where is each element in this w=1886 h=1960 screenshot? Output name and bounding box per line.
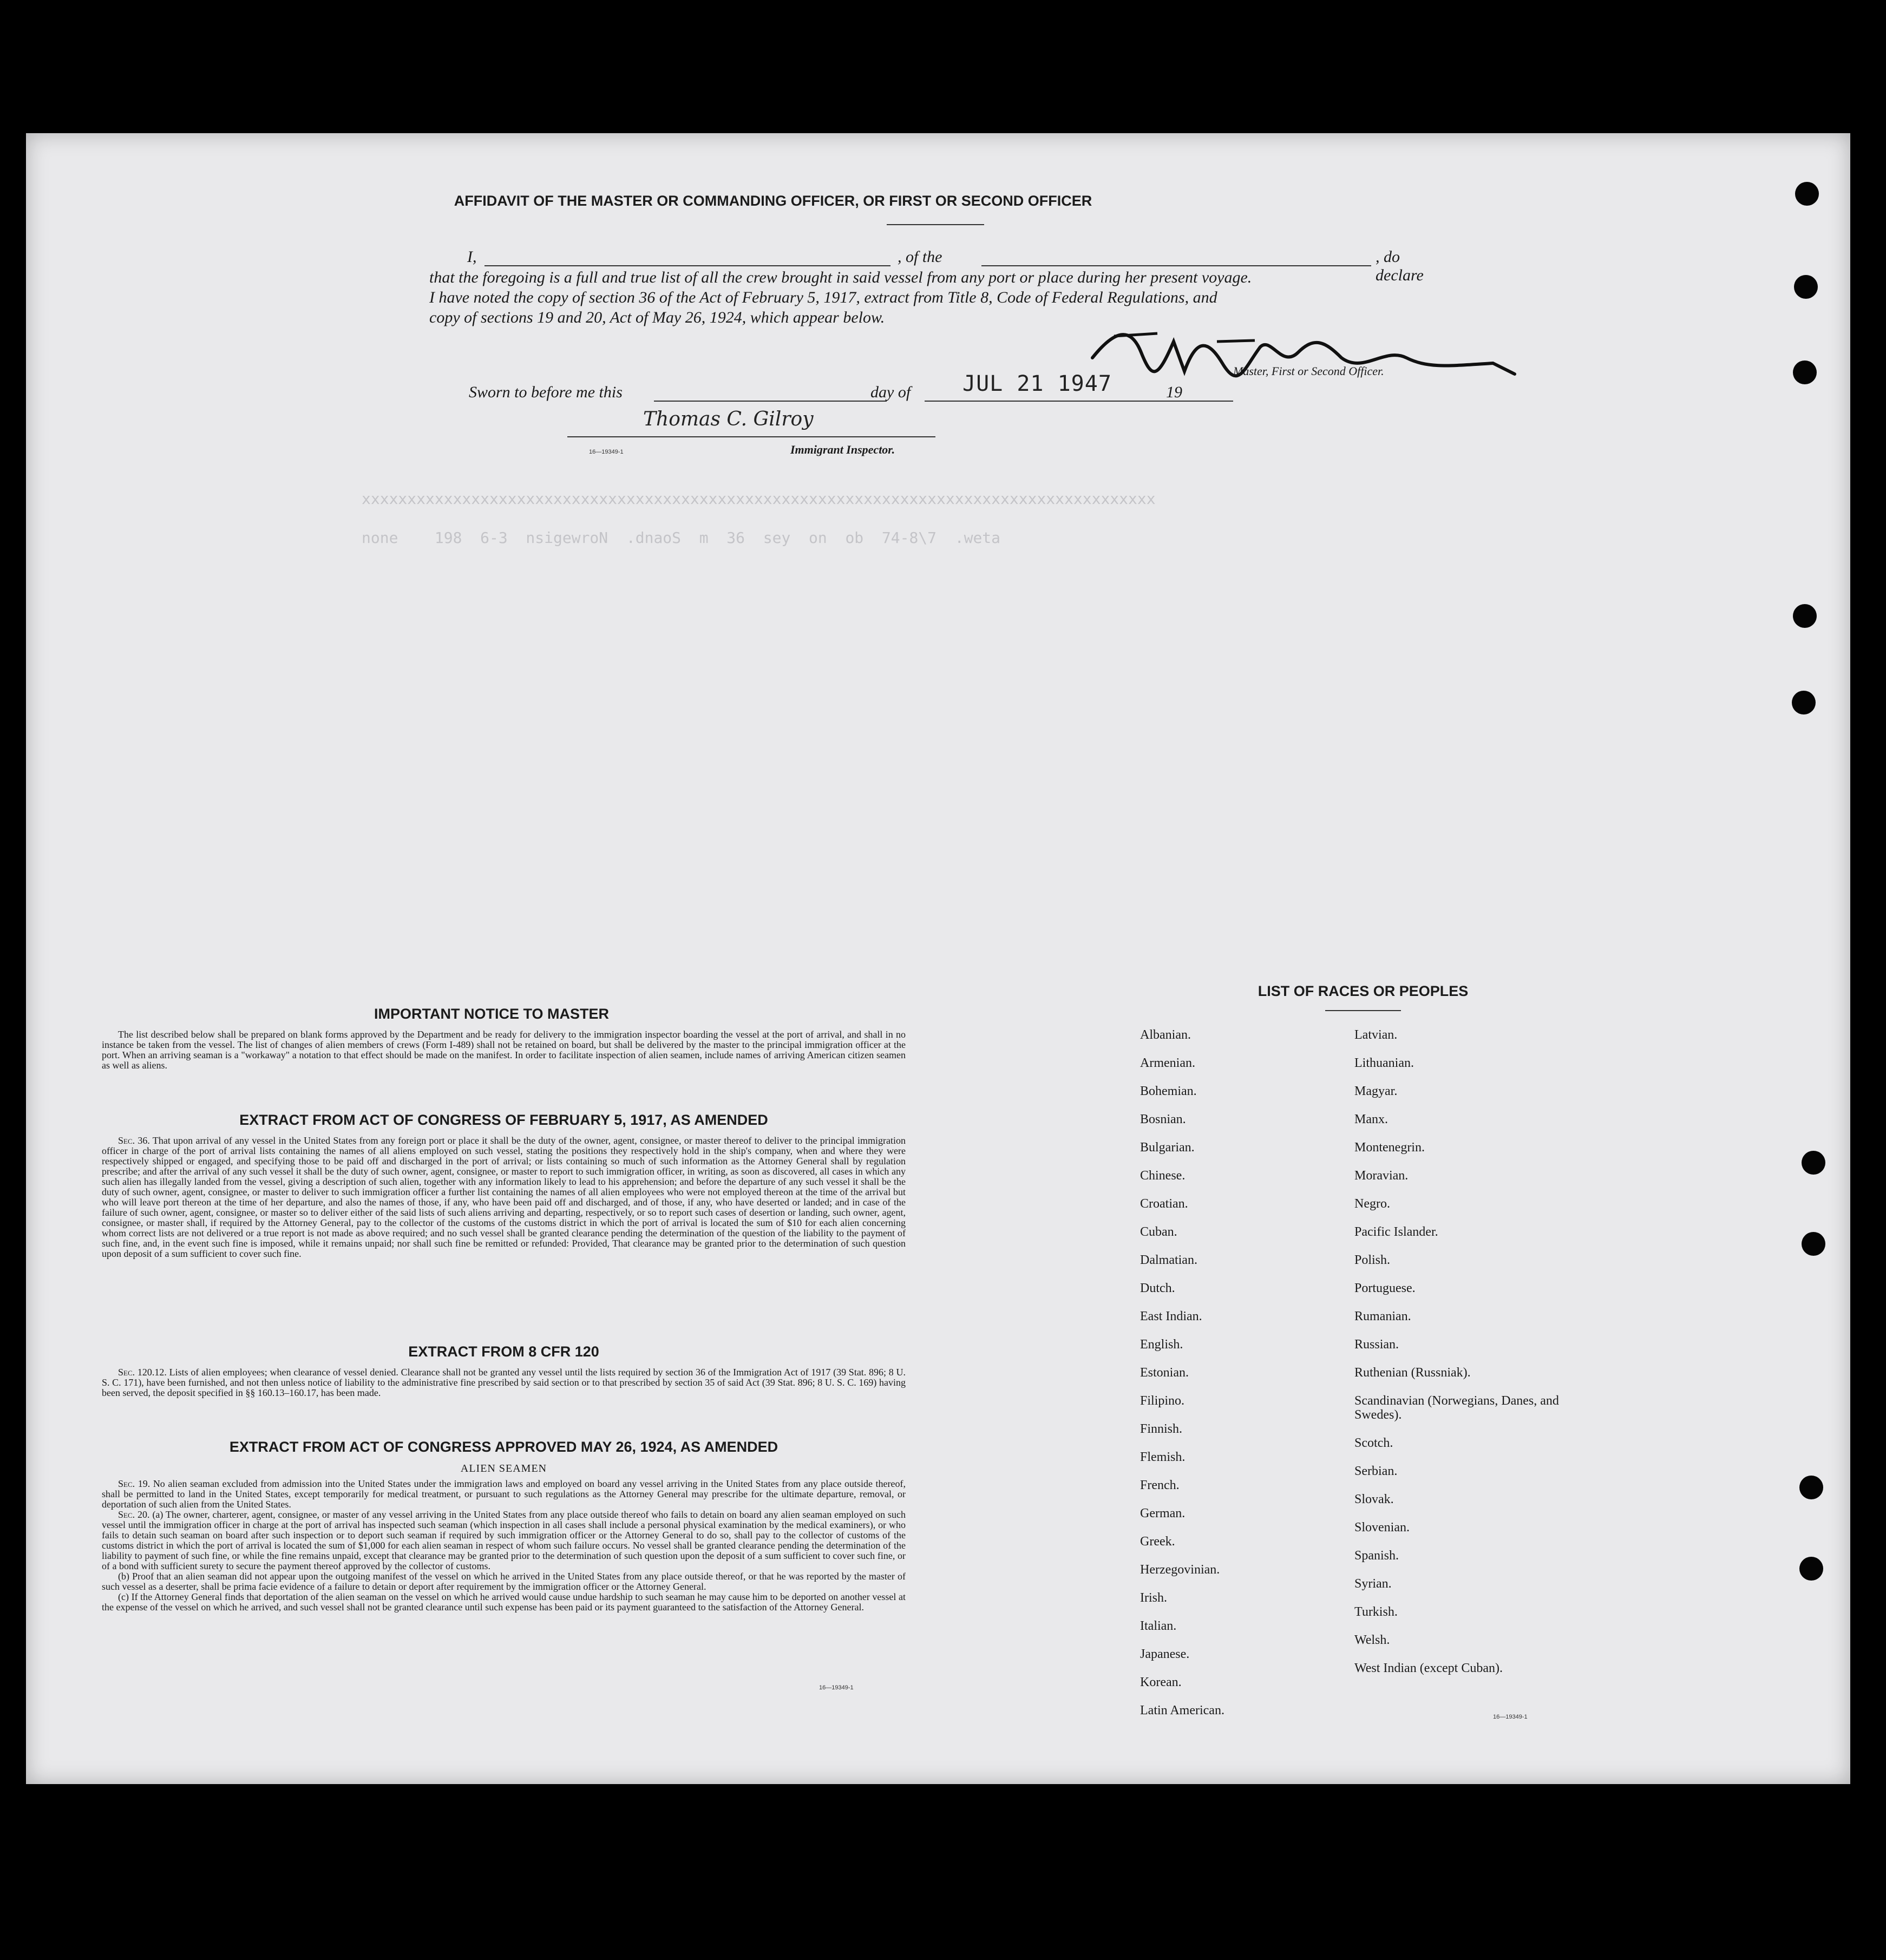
race-item: Latin American.: [1140, 1703, 1224, 1718]
sworn-text: Sworn to before me this: [469, 383, 623, 401]
punch-hole: [1795, 182, 1819, 206]
race-item: Finnish.: [1140, 1422, 1183, 1436]
race-item: French.: [1140, 1478, 1180, 1492]
race-item: German.: [1140, 1506, 1186, 1520]
notice-text: [102, 1030, 906, 1071]
section-label: Sec. 36.: [118, 1135, 150, 1146]
race-item: Herzegovinian.: [1140, 1563, 1220, 1577]
punch-hole: [1794, 275, 1818, 299]
race-item: English.: [1140, 1338, 1183, 1352]
day-blank[interactable]: [654, 401, 887, 402]
section-120-text: Lists of alien employees; when clearance of vessel denied. Clearance shall not be granted any vessel until the lists required by section 36 of the Immigration Act of 1917 (39 Stat. 896; 8 U. S. C. 171), have been furnished, and not then unless notice of liability to the administrative fine prescribed by said section or to that prescribed by section 35 of said Act (39 Stat. 896; 8 U. S. C. 169) having been served, the deposit specified in §§ 160.13–160.17, has been made.: [102, 1367, 906, 1398]
punch-hole: [1792, 691, 1816, 714]
race-item: Russian.: [1354, 1338, 1399, 1352]
affidavit-line-2: that the foregoing is a full and true list of all the crew brought in said vessel from any port or place during her present voyage.: [429, 268, 1252, 286]
race-item: Bohemian.: [1140, 1084, 1197, 1098]
affidavit-declare: , do declare: [1376, 248, 1424, 284]
document-sheet: [26, 133, 1850, 1784]
punch-hole: [1793, 604, 1817, 628]
bleed-through-text: xxxxxxxxxxxxxxxxxxxxxxxxxxxxxxxxxxxxxxxxxxxxxxxxxxxxxxxxxxxxxxxxxxxxxxxxxxxxxxxxxxxxxxx none 198 6-3 nsigewroN .dnaoS m 36 sey on ob 74-8\7 .weta: [362, 490, 1156, 547]
race-item: Italian.: [1140, 1619, 1177, 1633]
punch-hole: [1802, 1232, 1825, 1256]
race-item: Syrian.: [1354, 1577, 1392, 1591]
race-item: Rumanian.: [1354, 1309, 1411, 1323]
affidavit-of-the: , of the: [898, 248, 942, 266]
race-item: Negro.: [1354, 1197, 1390, 1211]
section-19-text: No alien seaman excluded from admission into the United States under the immigration laws and employed on board any vessel arriving in the United States from any place outside thereof, shall be permitted to land in the United States, except temporarily for medical treatment, or pursuant to such regulations as the Attorney General may prescribe for the ultimate departure, removal, or deportation of such alien from the United States.: [102, 1478, 906, 1510]
section-label: Sec. 19.: [118, 1478, 150, 1489]
alien-seamen-subtitle: ALIEN SEAMEN: [460, 1463, 547, 1474]
race-item: Spanish.: [1354, 1549, 1399, 1563]
race-item: Montenegrin.: [1354, 1140, 1425, 1155]
race-item: Cuban.: [1140, 1225, 1177, 1239]
inspector-caption: Immigrant Inspector.: [790, 443, 895, 456]
race-item: Latvian.: [1354, 1028, 1398, 1042]
race-item: Korean.: [1140, 1675, 1182, 1689]
races-column-1: [1140, 1021, 1346, 1725]
race-item: Lithuanian.: [1354, 1056, 1414, 1070]
race-item: Scotch.: [1354, 1436, 1393, 1450]
race-item: Bosnian.: [1140, 1112, 1186, 1126]
extract-1917-text: [102, 1136, 906, 1259]
race-item: Irish.: [1140, 1591, 1167, 1605]
race-item: East Indian.: [1140, 1309, 1202, 1323]
form-number: 16—19349-1: [819, 1684, 854, 1691]
day-of-text: day of: [870, 383, 911, 401]
section-label: Sec. 20.: [118, 1509, 150, 1520]
race-item: Polish.: [1354, 1253, 1391, 1267]
master-caption: Master, First or Second Officer.: [1233, 364, 1384, 378]
race-item: Welsh.: [1354, 1633, 1390, 1647]
race-item: Bulgarian.: [1140, 1140, 1195, 1155]
race-item: Flemish.: [1140, 1450, 1186, 1464]
race-item: Albanian.: [1140, 1028, 1191, 1042]
race-item: Dutch.: [1140, 1281, 1175, 1295]
race-item: Scandinavian (Norwegians, Danes, and Swedes).: [1354, 1394, 1559, 1422]
race-item: Ruthenian (Russniak).: [1354, 1366, 1471, 1380]
race-item: Moravian.: [1354, 1169, 1409, 1183]
races-column-2: [1354, 1021, 1582, 1682]
extract-cfr-text: [102, 1367, 906, 1398]
affidavit-line-3: I have noted the copy of section 36 of the Act of February 5, 1917, extract from Title 8, Code of Federal Regulations, and: [429, 289, 1217, 306]
extract-1917-title: EXTRACT FROM ACT OF CONGRESS OF FEBRUARY 5, 1917, AS AMENDED: [239, 1112, 768, 1128]
title-underline: [887, 224, 984, 225]
form-number: 16—19349-1: [1493, 1714, 1528, 1720]
race-item: Greek.: [1140, 1535, 1175, 1549]
extract-1924-title: EXTRACT FROM ACT OF CONGRESS APPROVED MAY 26, 1924, AS AMENDED: [229, 1439, 778, 1455]
race-item: Dalmatian.: [1140, 1253, 1197, 1267]
extract-1924-text: [102, 1479, 906, 1612]
inspector-line: [567, 436, 935, 437]
form-number: 16—19349-1: [589, 449, 624, 455]
punch-hole: [1793, 360, 1817, 384]
race-item: Japanese.: [1140, 1647, 1190, 1661]
punch-hole: [1802, 1151, 1825, 1175]
extract-cfr-title: EXTRACT FROM 8 CFR 120: [408, 1343, 599, 1360]
notice-paragraph: The list described below shall be prepared on blank forms approved by the Department and be ready for delivery to the immigration inspector boarding the vessel at the port of arrival, and shall in no instance be taken from the vessel. The list of changes of alien members of crews (Form I-489) shall not be retained on board, but shall be delivered by the master to the principal immigration officer at the port. When an arriving seaman is a "workaway" a notation to that effect should be made on the manifest. In order to facilitate inspection of alien seamen, include names of arriving American citizen seamen as well as aliens.: [102, 1029, 906, 1071]
notice-title: IMPORTANT NOTICE TO MASTER: [374, 1006, 609, 1022]
affidavit-i: I,: [467, 248, 477, 266]
race-item: Filipino.: [1140, 1394, 1185, 1408]
inspector-signature: Thomas C. Gilroy: [643, 408, 814, 430]
race-item: Slovak.: [1354, 1492, 1394, 1506]
race-item: Chinese.: [1140, 1169, 1186, 1183]
punch-hole: [1799, 1557, 1823, 1581]
section-20b-text: (b) Proof that an alien seaman did not appear upon the outgoing manifest of the vessel on which he arrived in the United States from any place outside thereof, or that he was reported by the master of such vessel as a deserter, shall be prima facie evidence of a failure to detain or deport after requirement by the immigration officer or the Attorney General.: [102, 1571, 906, 1592]
year-prefix: 19: [1166, 383, 1182, 401]
month-blank[interactable]: [925, 401, 1233, 402]
race-item: Pacific Islander.: [1354, 1225, 1438, 1239]
affidavit-line-4: copy of sections 19 and 20, Act of May 26, 1924, which appear below.: [429, 309, 885, 326]
date-stamp: JUL 21 1947: [962, 371, 1112, 396]
section-20a-text: (a) The owner, charterer, agent, consignee, or master of any vessel arriving in the United States from any place outside thereof who fails to detain on board any alien seaman employed on such vessel until the immigration officer in charge at the port of arrival has inspected such seaman (which inspection in all cases shall include a personal physical examination by the medical examiners), or who fails to detain such seaman on board after such inspection or to deport such seaman if required by such immigration officer or the Attorney General to do so, shall pay to the collector of customs of the customs district in which the port of arrival is located the sum of $1,000 for each alien seaman in respect of whom such failure occurs. No vessel shall be granted clearance pending the determination of the liability to payment of such fine, or while the fine remains unpaid, except that clearance may be granted prior to the determination of such question upon the deposit of a sum sufficient to cover such fine, or of a bond with sufficient surety to secure the payment thereof approved by the collector of customs.: [102, 1509, 906, 1571]
race-item: Croatian.: [1140, 1197, 1188, 1211]
name-blank[interactable]: [484, 265, 890, 266]
race-item: Turkish.: [1354, 1605, 1398, 1619]
race-item: Manx.: [1354, 1112, 1388, 1126]
race-item: Portuguese.: [1354, 1281, 1416, 1295]
section-36-text: That upon arrival of any vessel in the United States from any foreign port or place it shall be the duty of the owner, agent, consignee, or master thereof to deliver to the principal immigration officer in charge of the port of arrival lists containing the names of all aliens employed on such vessel, stating the positions they respectively hold in the ship's company, when and where they were respectively shipped or engaged, and specifying those to be paid off and discharged in the port of arrival; or lists containing so much of such information as the Attorney General shall by regulation prescribe; and after the arrival of any such vessel it shall be the duty of such owner, agent, consignee, or master to report to such immigration officer, in writing, as soon as discovered, all cases in which any such alien has illegally landed from the vessel, giving a description of such alien, together with any information likely to lead to his apprehension; and before the departure of any such vessel it shall be the duty of such owner, agent, consignee, or master to deliver to such immigration officer a further list containing the names of all alien employees who were not employed thereon at the time of the arrival but who will leave port thereon at the time of her departure, and also the names of those, if any, who have been paid off and discharged, and of those, if any, who have deserted or landed; and in case of the failure of such owner, agent, consignee, or master so to deliver either of the said lists of such aliens arriving and departing, respectively, or so to report such cases of desertion or landing, such owner, agent, consignee, or master shall, if required by the Attorney General, pay to the collector of the customs of the customs district in which the port of arrival is located the sum of $10 for each alien concerning whom correct lists are not delivered or a true report is not made as above required; and no such vessel shall be granted clearance pending the determination of the question of the liability to the payment of such fine, and, in the event such fine is imposed, while it remains unpaid; nor shall such fine be remitted or refunded: Provided, That clearance may be granted prior to the determination of such question upon deposit of a sum sufficient to cover such fine.: [102, 1135, 906, 1259]
vessel-blank[interactable]: [981, 265, 1371, 266]
race-item: Slovenian.: [1354, 1520, 1410, 1535]
race-item: West Indian (except Cuban).: [1354, 1661, 1503, 1675]
race-item: Serbian.: [1354, 1464, 1398, 1478]
race-item: Magyar.: [1354, 1084, 1398, 1098]
race-item: Armenian.: [1140, 1056, 1195, 1070]
section-20c-text: (c) If the Attorney General finds that deportation of the alien seaman on the vessel on which he arrived would cause undue hardship to such seaman he may cause him to be deported on another vessel at the expense of the vessel on which he arrived, and such vessel shall not be granted clearance until such expense has been paid or its payment guaranteed to the satisfaction of the Attorney General.: [102, 1591, 906, 1612]
race-item: Estonian.: [1140, 1366, 1189, 1380]
races-title: LIST OF RACES OR PEOPLES: [1258, 983, 1469, 999]
punch-hole: [1799, 1476, 1823, 1499]
affidavit-title: AFFIDAVIT OF THE MASTER OR COMMANDING OFFICER, OR FIRST OR SECOND OFFICER: [454, 193, 1092, 209]
section-label: Sec. 120.12.: [118, 1367, 167, 1378]
races-underline: [1325, 1010, 1401, 1011]
